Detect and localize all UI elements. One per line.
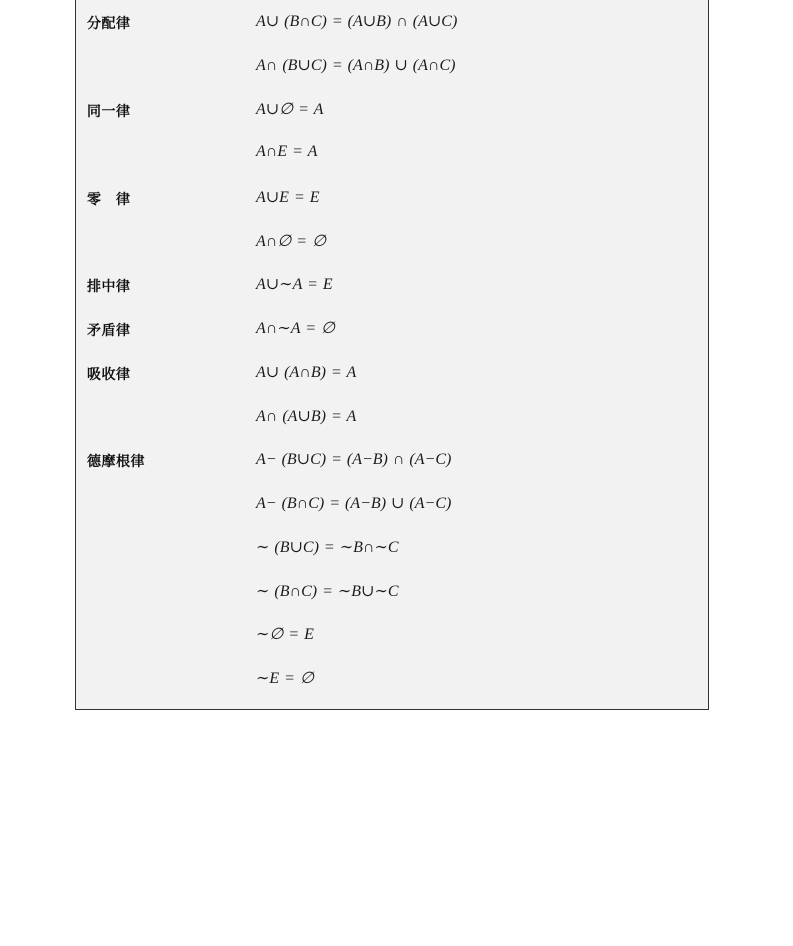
law-row [76,9,708,39]
law-formula: ∼ (B∩C) = ∼B∪∼C [256,583,399,600]
law-formula: ∼∅ = E [256,626,314,643]
law-formula: A∪ (B∩C) = (A∪B) ∩ (A∪C) [256,13,458,30]
law-name: 吸收律 [87,367,131,383]
law-name: 分配律 [87,16,131,32]
law-formula: A∩∼A = ∅ [256,320,335,337]
law-name: 排中律 [87,279,131,295]
law-formula: A∩E = A [256,143,318,160]
law-row [76,535,708,565]
law-formula: A∪∅ = A [256,101,324,118]
law-formula: A∪ (A∩B) = A [256,364,357,381]
law-row [76,97,708,127]
law-name: 同一律 [87,104,131,120]
law-name: 矛盾律 [87,323,131,339]
law-row [76,316,708,346]
law-row [76,229,708,259]
law-row [76,53,708,83]
law-row [76,491,708,521]
law-row [76,141,708,171]
law-name: 零 律 [87,192,131,208]
law-formula: A∩∅ = ∅ [256,233,326,250]
law-formula: A∩ (A∪B) = A [256,408,357,425]
law-row [76,579,708,609]
law-row [76,447,708,477]
law-formula: A∪E = E [256,189,320,206]
law-formula: A− (B∩C) = (A−B) ∪ (A−C) [256,495,452,512]
law-row [76,622,708,652]
law-row [76,666,708,696]
law-formula: A∪∼A = E [256,276,333,293]
law-name: 德摩根律 [87,454,145,470]
set-laws-panel [75,0,709,710]
law-row [76,404,708,434]
law-formula: ∼ (B∪C) = ∼B∩∼C [256,539,399,556]
law-row [76,272,708,302]
law-formula: A− (B∪C) = (A−B) ∩ (A−C) [256,451,452,468]
law-row [76,360,708,390]
law-row [76,185,708,215]
law-formula: A∩ (B∪C) = (A∩B) ∪ (A∩C) [256,57,456,74]
law-formula: ∼E = ∅ [256,670,314,687]
